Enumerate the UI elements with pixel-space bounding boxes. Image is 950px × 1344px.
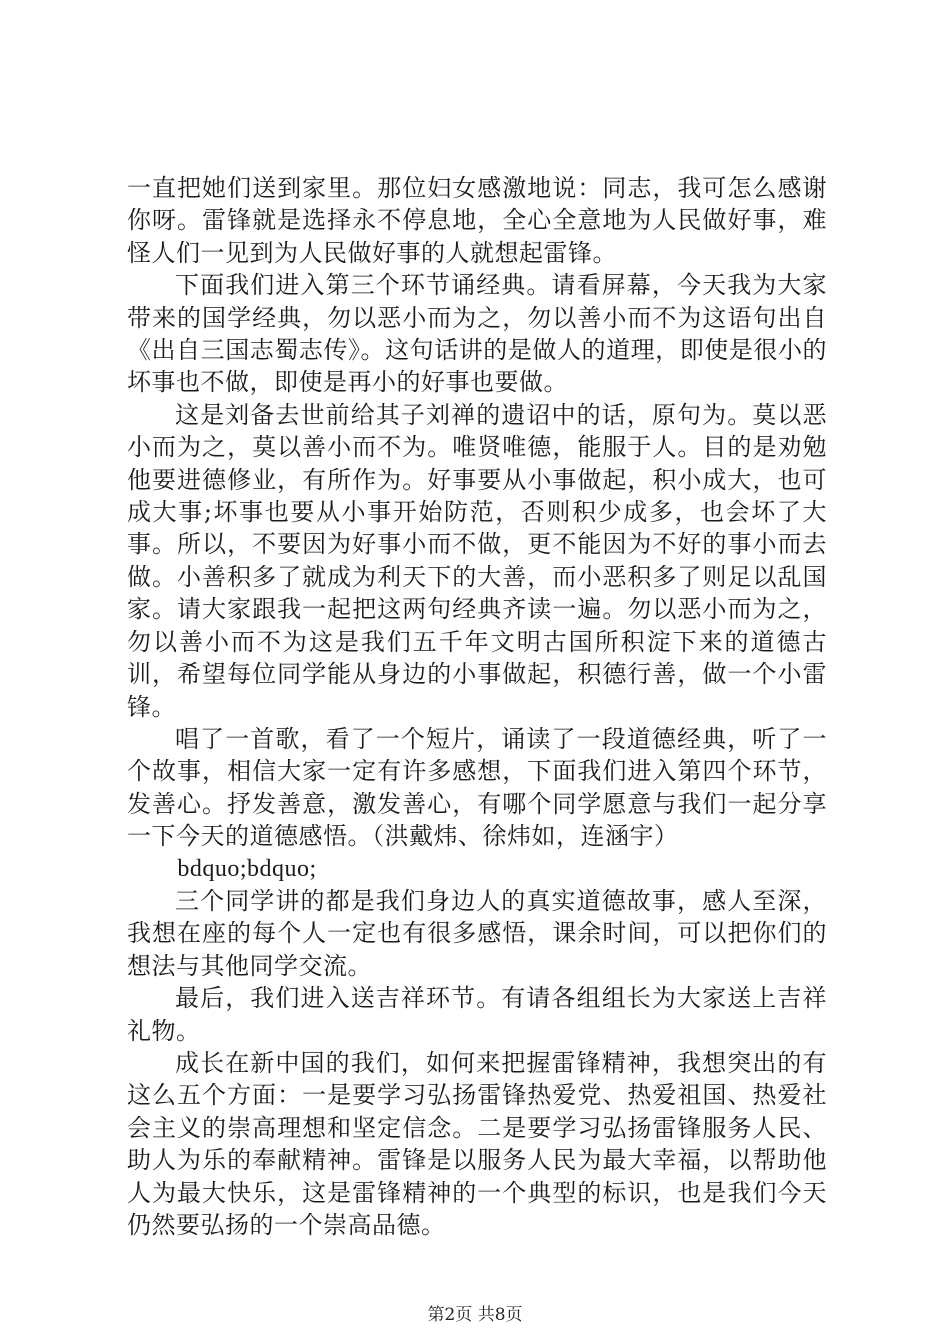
document-body [127,172,827,1241]
paragraph-3: 这是刘备去世前给其子刘禅的遗诏中的话，原句为。莫以恶小而为之，莫以善小而不为。唯贤唯德，能服于人。目的是劝勉他要进德修业，有所作为。好事要从小事做起，积小成大，也可成大事;坏事也要从小事开始防范，否则积少成多，也会坏了大事。所以，不要因为好事小而不做，更不能因为不好的事小而去做。小善积多了就成为利天下的大善，而小恶积多了则足以乱国家。请大家跟我一起把这两句经典齐读一遍。勿以恶小而为之，勿以善小而不为这是我们五千年文明古国所积淀下来的道德古训，希望每位同学能从身边的小事做起，积德行善，做一个小雷锋。 [127,400,827,721]
paragraph-4: 唱了一首歌，看了一个短片，诵读了一段道德经典，听了一个故事，相信大家一定有许多感想，下面我们进入第四个环节，发善心。抒发善意，激发善心，有哪个同学愿意与我们一起分享一下今天的道德感悟。（洪戴炜、徐炜如，连涵宇） [127,724,827,851]
paragraph-5: bdquo;bdquo; [177,855,317,882]
paragraph-2: 下面我们进入第三个环节诵经典。请看屏幕，今天我为大家带来的国学经典，勿以恶小而为之，勿以善小而不为这语句出自《出自三国志蜀志传》。这句话讲的是做人的道理，即使是很小的坏事也不做，即使是再小的好事也要做。 [127,271,827,397]
paragraph-1: 一直把她们送到家里。那位妇女感激地说：同志，我可怎么感谢你呀。雷锋就是选择永不停息地，全心全意地为人民做好事，难怪人们一见到为人民做好事的人就想起雷锋。 [127,174,827,267]
page-footer: 第2页 共8页 [427,1305,523,1325]
paragraph-7: 最后，我们进入送吉祥环节。有请各组组长为大家送上吉祥礼物。 [127,984,827,1045]
paragraph-6: 三个同学讲的都是我们身边人的真实道德故事，感人至深，我想在座的每个人一定也有很多感悟，课余时间，可以把你们的想法与其他同学交流。 [127,886,827,980]
paragraph-8: 成长在新中国的我们，如何来把握雷锋精神，我想突出的有这么五个方面：一是要学习弘扬雷锋热爱党、热爱祖国、热爱社会主义的崇高理想和坚定信念。二是要学习弘扬雷锋服务人民、助人为乐的奉献精神。雷锋是以服务人民为最大幸福，以帮助他人为最大快乐，这是雷锋精神的一个典型的标识，也是我们今天仍然要弘扬的一个崇高品德。 [127,1048,827,1239]
